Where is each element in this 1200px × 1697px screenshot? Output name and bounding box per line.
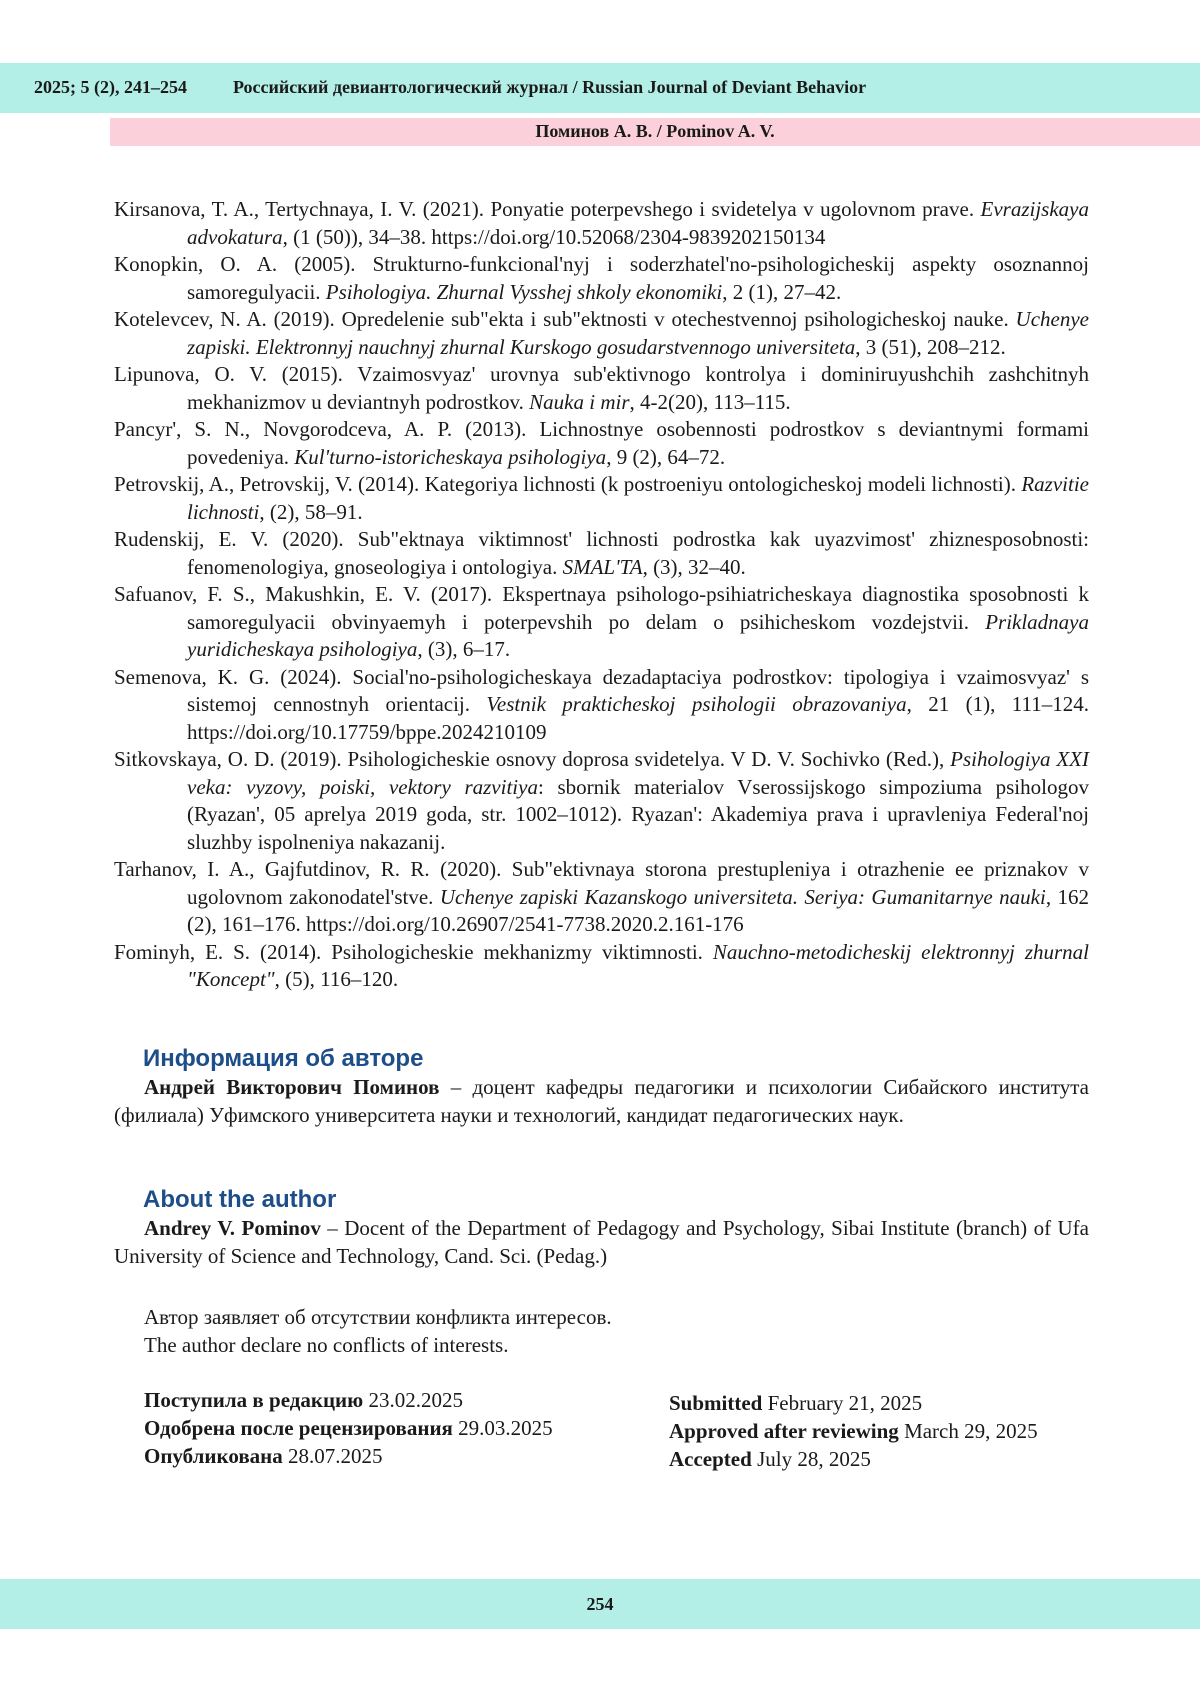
author-info-ru-text: Андрей Викторович Поминов – доцент кафедры педагогики и психологии Сибайского института (филиала) Уфимского университета науки и технологий, кандидат педагогических наук.: [114, 1075, 1089, 1127]
dates-ru: [144, 1386, 553, 1470]
reference-item: Lipunova, O. V. (2015). Vzaimosvyaz' urovnya sub'ektivnogo kontrolya i dominiruyushchih zashchitnyh mekhanizmov u deviantnyh podrostkov. Nauka i mir, 4-2(20), 113–115.: [114, 362, 1089, 414]
running-author-band: [110, 118, 1200, 146]
dates-en: [669, 1389, 1038, 1473]
date-row: Submitted February 21, 2025: [669, 1391, 923, 1415]
conflict-ru: Автор заявляет об отсутствии конфликта интересов.: [144, 1305, 612, 1329]
date-row: Одобрена после рецензирования 29.03.2025: [144, 1416, 553, 1440]
reference-item: Fominyh, E. S. (2014). Psihologicheskie mekhanizmy viktimnosti. Nauchno-metodicheskij elektronnyj zhurnal "Koncept", (5), 116–120.: [114, 939, 1089, 991]
date-row: Опубликована 28.07.2025: [144, 1444, 383, 1468]
page-number: 254: [586, 1594, 614, 1614]
author-info-en-text: Andrey V. Pominov – Docent of the Department of Pedagogy and Psychology, Sibai Institute (branch) of Ufa University of Science and Technology, Cand. Sci. (Pedag.): [114, 1216, 1089, 1268]
reference-item: Pancyr', S. N., Novgorodceva, A. P. (2013). Lichnostnye osobennosti podrostkov s deviantnymi formami povedeniya. Kul'turno-istoricheskaya psihologiya, 9 (2), 64–72.: [114, 417, 1089, 469]
reference-item: Konopkin, O. A. (2005). Strukturno-funkcional'nyj i soderzhatel'no-psihologicheskij aspekty osoznannoj samoregulyacii. Psihologiya. Zhurnal Vysshej shkoly ekonomiki, 2 (1), 27–42.: [114, 252, 1089, 304]
date-row: Accepted July 28, 2025: [669, 1447, 871, 1471]
conflict-statement: [144, 1303, 612, 1359]
conflict-en: The author declare no conflicts of interests.: [144, 1333, 509, 1357]
date-row: Поступила в редакцию 23.02.2025: [144, 1388, 463, 1412]
date-row: Approved after reviewing March 29, 2025: [669, 1419, 1038, 1443]
reference-item: Kirsanova, T. A., Tertychnaya, I. V. (2021). Ponyatie poterpevshego i svidetelya v ugolovnom prave. Evrazijskaya advokatura, (1 (50)), 34–38. https://doi.org/10.52068/2304-9839202150134: [114, 197, 1089, 249]
reference-item: Semenova, K. G. (2024). Social'no-psihologicheskaya dezadaptaciya podrostkov: tipologiya i vzaimosvyaz' s sistemoj cennostnyh orientacij. Vestnik prakticheskoj psihologii obrazovaniya, 21 (1), 111–124. https://doi.org/10.17759/bppe.2024210109: [114, 664, 1089, 744]
author-info-ru: [114, 1044, 1089, 1129]
reference-item: Safuanov, F. S., Makushkin, E. V. (2017). Ekspertnaya psihologo-psihiatricheskaya diagnostika sposobnosti k samoregulyacii obvinyaemyh i poterpevshih po delam o psihicheskom vozdejstvii. Prikladnaya yuridicheskaya psihologiya, (3), 6–17.: [114, 582, 1089, 661]
reference-item: Sitkovskaya, O. D. (2019). Psihologicheskie osnovy doprosa svidetelya. V D. V. Sochivko (Red.), Psihologiya XXI veka: vyzovy, poiski, vektory razvitiya: sbornik materialov Vserossijskogo simpoziuma psihologov (Ryazan', 05 aprelya 2019 goda, str. 1002–1012). Ryazan': Akademiya prava i upravleniya Federal'noj sluzhby ispolneniya nakazanij.: [114, 747, 1089, 854]
author-info-en: [114, 1185, 1089, 1270]
reference-item: Rudenskij, E. V. (2020). Sub"ektnaya viktimnost' lichnosti podrostka kak uyazvimost' zhiznesposobnosti: fenomenologiya, gnoseologiya i ontologiya. SMAL'TA, (3), 32–40.: [114, 527, 1089, 579]
author-info-ru-heading: Информация об авторе: [143, 1045, 424, 1072]
running-author: Поминов А. В. / Pominov A. V.: [535, 121, 775, 141]
reference-item: Kotelevcev, N. A. (2019). Opredelenie sub"ekta i sub"ektnosti v otechestvennoj psihologicheskoj nauke. Uchenye zapiski. Elektronnyj nauchnyj zhurnal Kurskogo gosudarstvennogo universiteta, 3 (51), 208–212.: [114, 307, 1089, 359]
journal-header-band: [0, 63, 1200, 113]
issue-info: 2025; 5 (2), 241–254: [34, 77, 187, 97]
reference-item: Tarhanov, I. A., Gajfutdinov, R. R. (2020). Sub"ektivnaya storona prestupleniya i otrazhenie ee priznakov v ugolovnom zakonodatel'stve. Uchenye zapiski Kazanskogo universiteta. Seriya: Gumanitarnye nauki, 162 (2), 161–176. https://doi.org/10.26907/2541-7738.2020.2.161-176: [114, 857, 1089, 936]
journal-title: Российский девиантологический журнал / Russian Journal of Deviant Behavior: [233, 77, 867, 97]
footer-band: [0, 1579, 1200, 1629]
reference-list: [114, 196, 1089, 994]
reference-item: Petrovskij, A., Petrovskij, V. (2014). Kategoriya lichnosti (k postroeniyu ontologicheskoj modeli lichnosti). Razvitie lichnosti, (2), 58–91.: [114, 472, 1089, 524]
author-info-en-heading: About the author: [143, 1186, 337, 1213]
